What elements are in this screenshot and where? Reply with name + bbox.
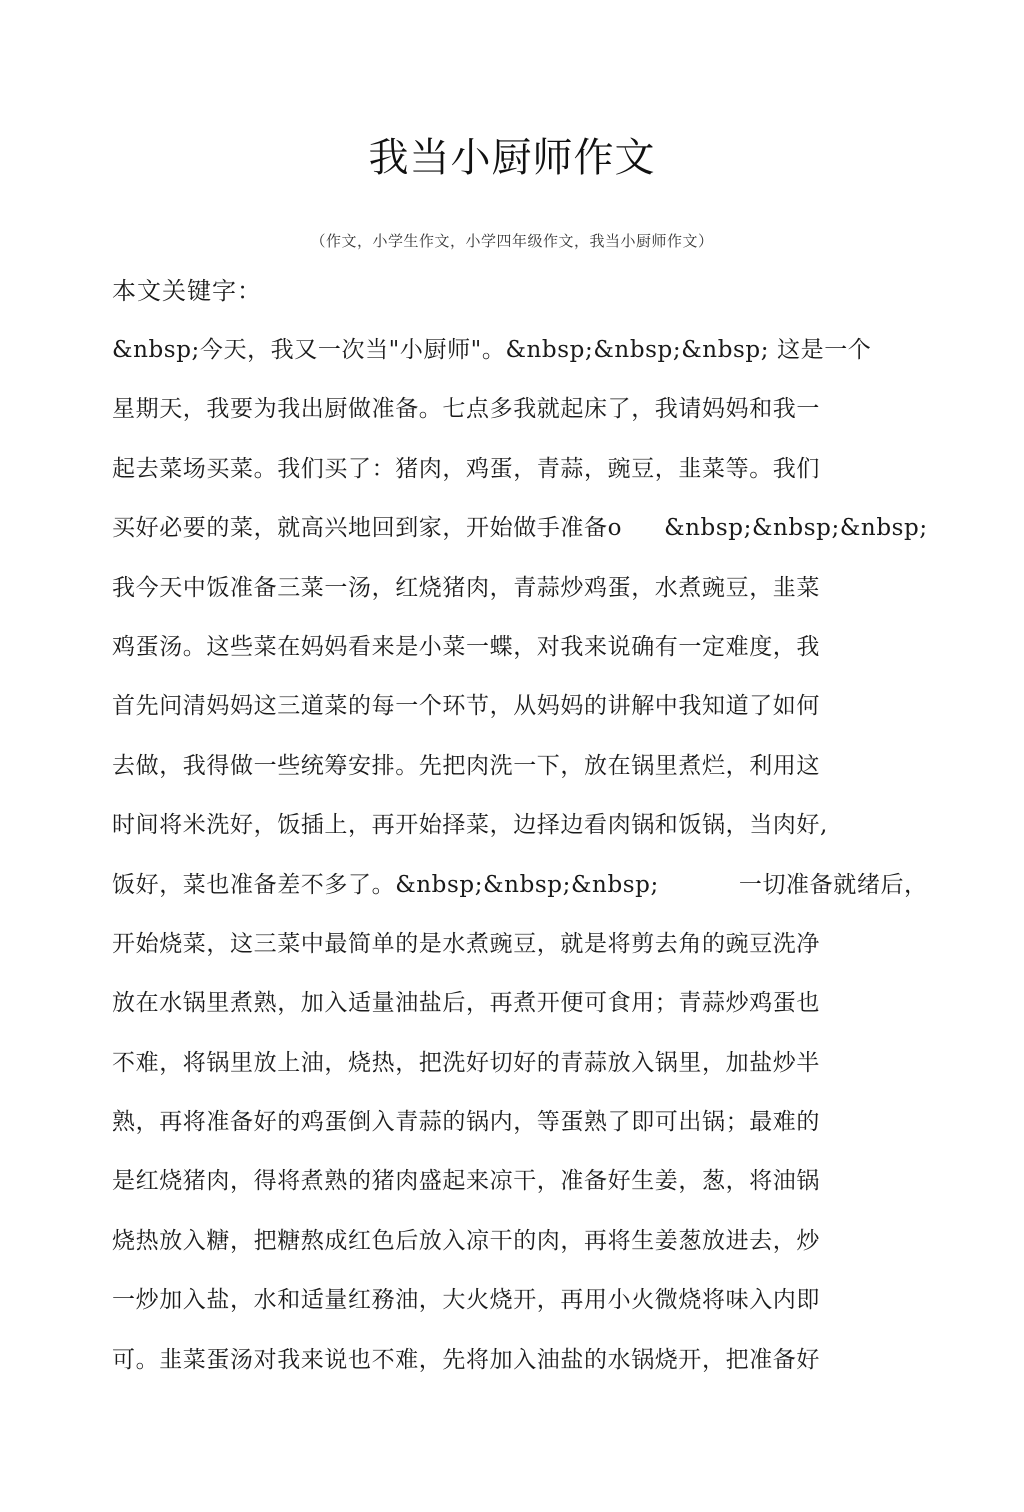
paragraph-line [112,449,912,508]
paragraph-line [112,1043,912,1102]
paragraph-line [112,389,912,448]
paragraph-line [112,1280,912,1339]
line-text: 是红烧猪肉，得将煮熟的猪肉盛起来凉干，准备好生姜，葱，将油锅 [112,1168,820,1195]
paragraph-line [112,1161,912,1220]
line-text: 一炒加入盐，水和适量红務油，大火烧开，再用小火微烧将味入内即 [112,1287,820,1314]
line-text: &nbsp;&nbsp;&nbsp; [664,515,928,542]
line-text: 开始烧菜，这三菜中最简单的是水煮豌豆，就是将剪去角的豌豆洗净 [112,930,820,957]
line-text: 首先问清妈妈这三道菜的每一个环节，从妈妈的讲解中我知道了如何 [112,693,820,720]
line-text: 饭好，菜也准备差不多了。&nbsp;&nbsp;&nbsp; [112,871,659,898]
line-text: 可。韭菜蛋汤对我来说也不难，先将加入油盐的水锅烧开，把准备好 [112,1346,820,1373]
line-text: 去做，我得做一些统筹安排。先把肉洗一下，放在锅里煮烂，利用这 [112,752,820,779]
line-text: 买好必要的菜，就高兴地回到家，开始做手准备o [112,515,623,542]
keywords-label: 本文关键字： [112,277,262,305]
paragraph-line [112,805,912,864]
line-text: 熟，再将准备好的鸡蛋倒入青蒜的锅内，等蛋熟了即可出锅；最难的 [112,1109,820,1136]
line-text: 放在水锅里煮熟，加入适量油盐后，再煮开便可食用；青蒜炒鸡蛋也 [112,990,820,1017]
line-text: 起去菜场买菜。我们买了：猪肉，鸡蛋，青蒜，豌豆，韭菜等。我们 [112,455,820,482]
page-title: 我当小厨师作文 [368,135,656,181]
paragraph-line [112,1102,912,1161]
paragraph-line [112,983,912,1042]
paragraph-line [112,627,912,686]
paragraph-line [112,924,912,983]
paragraph-line [112,568,912,627]
line-text: 我今天中饭准备三菜一汤，红烧猪肉，青蒜炒鸡蛋，水煮豌豆，韭菜 [112,574,820,601]
line-text: 不难，将锅里放上油，烧热，把洗好切好的青蒜放入锅里，加盐炒半 [112,1049,820,1076]
paragraph-line [112,1340,912,1399]
line-text: 时间将米洗好，饭插上，再开始择菜，边择边看肉锅和饭锅，当肉好, [112,812,828,839]
line-text: &nbsp;今天，我又一次当"小厨师"。&nbsp;&nbsp;&nbsp; 这是一个 [112,337,872,363]
line-text: 鸡蛋汤。这些菜在妈妈看来是小菜一蝶，对我来说确有一定难度，我 [112,633,820,660]
article-body [112,330,928,1399]
line-text: 星期天，我要为我出厨做准备。七点多我就起床了，我请妈妈和我一 [112,396,820,423]
tag-line: （作文，小学生作文，小学四年级作文，我当小厨师作文） [310,232,714,250]
paragraph-line [112,746,912,805]
paragraph-line [112,1221,912,1280]
line-text: 烧热放入糖，把糖熬成红色后放入凉干的肉，再将生姜葱放进去，炒 [112,1227,820,1254]
paragraph-line [112,508,928,567]
paragraph-line [112,865,928,924]
paragraph-line [112,330,912,389]
line-text: 一切准备就绪后， [738,871,928,898]
paragraph-line [112,686,912,745]
